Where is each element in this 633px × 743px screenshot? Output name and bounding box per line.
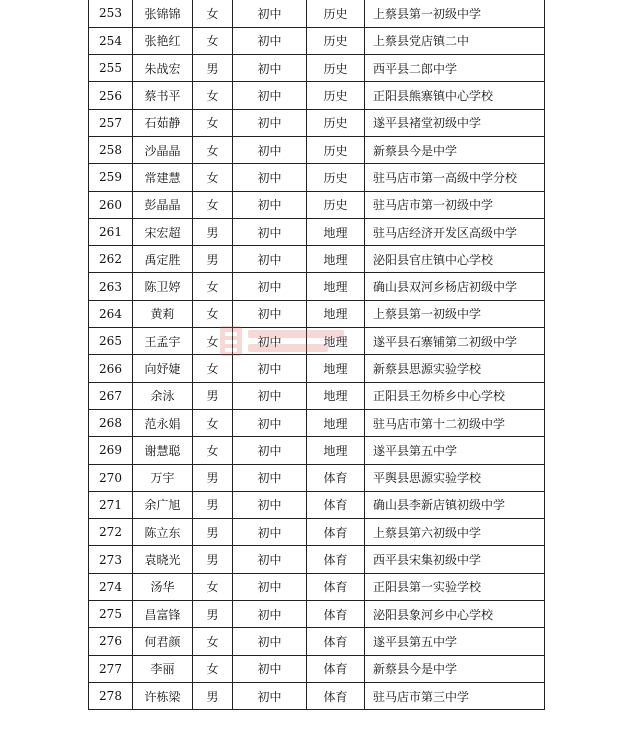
subject-cell: 体育 bbox=[307, 573, 365, 600]
level-cell: 初中 bbox=[233, 546, 307, 573]
row-number: 260 bbox=[89, 191, 133, 218]
table-row bbox=[89, 382, 545, 409]
row-number: 254 bbox=[89, 27, 133, 54]
name-cell: 余广旭 bbox=[133, 491, 193, 518]
subject-cell: 地理 bbox=[307, 300, 365, 327]
row-number: 261 bbox=[89, 218, 133, 245]
school-cell: 遂平县第五中学 bbox=[365, 437, 545, 464]
subject-cell: 地理 bbox=[307, 246, 365, 273]
subject-cell: 历史 bbox=[307, 55, 365, 82]
row-number: 278 bbox=[89, 682, 133, 709]
row-number: 267 bbox=[89, 382, 133, 409]
table-row bbox=[89, 191, 545, 218]
school-cell: 驻马店市第三中学 bbox=[365, 682, 545, 709]
roster-table bbox=[88, 0, 545, 710]
school-cell: 确山县双河乡杨店初级中学 bbox=[365, 273, 545, 300]
row-number: 273 bbox=[89, 546, 133, 573]
name-cell: 许栋梁 bbox=[133, 682, 193, 709]
gender-cell: 女 bbox=[193, 109, 233, 136]
name-cell: 万宇 bbox=[133, 464, 193, 491]
school-cell: 平舆县思源实验学校 bbox=[365, 464, 545, 491]
school-cell: 上蔡县党店镇二中 bbox=[365, 27, 545, 54]
subject-cell: 体育 bbox=[307, 655, 365, 682]
level-cell: 初中 bbox=[233, 628, 307, 655]
school-cell: 泌阳县官庄镇中心学校 bbox=[365, 246, 545, 273]
gender-cell: 女 bbox=[193, 136, 233, 163]
row-number: 274 bbox=[89, 573, 133, 600]
gender-cell: 女 bbox=[193, 573, 233, 600]
level-cell: 初中 bbox=[233, 328, 307, 355]
row-number: 263 bbox=[89, 273, 133, 300]
name-cell: 禹定胜 bbox=[133, 246, 193, 273]
row-number: 255 bbox=[89, 55, 133, 82]
school-cell: 新蔡县今是中学 bbox=[365, 136, 545, 163]
gender-cell: 女 bbox=[193, 409, 233, 436]
subject-cell: 体育 bbox=[307, 682, 365, 709]
subject-cell: 地理 bbox=[307, 328, 365, 355]
gender-cell: 男 bbox=[193, 382, 233, 409]
subject-cell: 历史 bbox=[307, 164, 365, 191]
subject-cell: 地理 bbox=[307, 382, 365, 409]
school-cell: 正阳县第一实验学校 bbox=[365, 573, 545, 600]
name-cell: 何君颜 bbox=[133, 628, 193, 655]
name-cell: 张锦锦 bbox=[133, 0, 193, 27]
school-cell: 遂平县褚堂初级中学 bbox=[365, 109, 545, 136]
table-row bbox=[89, 164, 545, 191]
row-number: 264 bbox=[89, 300, 133, 327]
level-cell: 初中 bbox=[233, 300, 307, 327]
name-cell: 昌富锋 bbox=[133, 601, 193, 628]
school-cell: 驻马店市第一高级中学分校 bbox=[365, 164, 545, 191]
table-row bbox=[89, 409, 545, 436]
school-cell: 新蔡县今是中学 bbox=[365, 655, 545, 682]
gender-cell: 女 bbox=[193, 655, 233, 682]
table-row bbox=[89, 328, 545, 355]
subject-cell: 历史 bbox=[307, 82, 365, 109]
table-row bbox=[89, 300, 545, 327]
gender-cell: 女 bbox=[193, 82, 233, 109]
school-cell: 上蔡县第一初级中学 bbox=[365, 0, 545, 27]
level-cell: 初中 bbox=[233, 0, 307, 27]
school-cell: 西平县宋集初级中学 bbox=[365, 546, 545, 573]
table-row bbox=[89, 655, 545, 682]
subject-cell: 地理 bbox=[307, 409, 365, 436]
row-number: 272 bbox=[89, 519, 133, 546]
row-number: 275 bbox=[89, 601, 133, 628]
subject-cell: 体育 bbox=[307, 519, 365, 546]
subject-cell: 地理 bbox=[307, 355, 365, 382]
gender-cell: 女 bbox=[193, 273, 233, 300]
gender-cell: 男 bbox=[193, 546, 233, 573]
gender-cell: 女 bbox=[193, 300, 233, 327]
name-cell: 陈立东 bbox=[133, 519, 193, 546]
roster-table-body bbox=[89, 0, 545, 710]
row-number: 257 bbox=[89, 109, 133, 136]
name-cell: 蔡书平 bbox=[133, 82, 193, 109]
gender-cell: 女 bbox=[193, 437, 233, 464]
gender-cell: 女 bbox=[193, 27, 233, 54]
table-row bbox=[89, 519, 545, 546]
row-number: 271 bbox=[89, 491, 133, 518]
name-cell: 沙晶晶 bbox=[133, 136, 193, 163]
level-cell: 初中 bbox=[233, 191, 307, 218]
table-row bbox=[89, 218, 545, 245]
table-row bbox=[89, 464, 545, 491]
gender-cell: 男 bbox=[193, 218, 233, 245]
gender-cell: 男 bbox=[193, 464, 233, 491]
school-cell: 确山县李新店镇初级中学 bbox=[365, 491, 545, 518]
row-number: 277 bbox=[89, 655, 133, 682]
level-cell: 初中 bbox=[233, 27, 307, 54]
table-row bbox=[89, 682, 545, 709]
level-cell: 初中 bbox=[233, 437, 307, 464]
row-number: 262 bbox=[89, 246, 133, 273]
school-cell: 泌阳县象河乡中心学校 bbox=[365, 601, 545, 628]
level-cell: 初中 bbox=[233, 573, 307, 600]
gender-cell: 男 bbox=[193, 491, 233, 518]
level-cell: 初中 bbox=[233, 382, 307, 409]
name-cell: 向妤婕 bbox=[133, 355, 193, 382]
row-number: 270 bbox=[89, 464, 133, 491]
level-cell: 初中 bbox=[233, 601, 307, 628]
table-row bbox=[89, 273, 545, 300]
level-cell: 初中 bbox=[233, 519, 307, 546]
gender-cell: 男 bbox=[193, 55, 233, 82]
name-cell: 袁晓光 bbox=[133, 546, 193, 573]
gender-cell: 男 bbox=[193, 246, 233, 273]
row-number: 253 bbox=[89, 0, 133, 27]
school-cell: 遂平县石寨铺第二初级中学 bbox=[365, 328, 545, 355]
school-cell: 正阳县熊寨镇中心学校 bbox=[365, 82, 545, 109]
subject-cell: 体育 bbox=[307, 464, 365, 491]
gender-cell: 男 bbox=[193, 601, 233, 628]
name-cell: 王孟宇 bbox=[133, 328, 193, 355]
school-cell: 西平县二郎中学 bbox=[365, 55, 545, 82]
subject-cell: 体育 bbox=[307, 601, 365, 628]
table-row bbox=[89, 355, 545, 382]
table-row bbox=[89, 246, 545, 273]
table-row bbox=[89, 601, 545, 628]
name-cell: 谢慧聪 bbox=[133, 437, 193, 464]
subject-cell: 地理 bbox=[307, 437, 365, 464]
level-cell: 初中 bbox=[233, 55, 307, 82]
subject-cell: 历史 bbox=[307, 109, 365, 136]
table-row bbox=[89, 546, 545, 573]
gender-cell: 女 bbox=[193, 355, 233, 382]
row-number: 258 bbox=[89, 136, 133, 163]
name-cell: 张艳红 bbox=[133, 27, 193, 54]
name-cell: 黄莉 bbox=[133, 300, 193, 327]
subject-cell: 历史 bbox=[307, 27, 365, 54]
gender-cell: 女 bbox=[193, 191, 233, 218]
school-cell: 驻马店市第一初级中学 bbox=[365, 191, 545, 218]
level-cell: 初中 bbox=[233, 464, 307, 491]
level-cell: 初中 bbox=[233, 355, 307, 382]
name-cell: 范永娟 bbox=[133, 409, 193, 436]
level-cell: 初中 bbox=[233, 491, 307, 518]
school-cell: 正阳县王勿桥乡中心学校 bbox=[365, 382, 545, 409]
row-number: 276 bbox=[89, 628, 133, 655]
level-cell: 初中 bbox=[233, 82, 307, 109]
name-cell: 李丽 bbox=[133, 655, 193, 682]
name-cell: 余泳 bbox=[133, 382, 193, 409]
row-number: 266 bbox=[89, 355, 133, 382]
table-row bbox=[89, 491, 545, 518]
level-cell: 初中 bbox=[233, 218, 307, 245]
name-cell: 朱战宏 bbox=[133, 55, 193, 82]
school-cell: 驻马店市第十二初级中学 bbox=[365, 409, 545, 436]
table-row bbox=[89, 109, 545, 136]
row-number: 259 bbox=[89, 164, 133, 191]
name-cell: 宋宏超 bbox=[133, 218, 193, 245]
level-cell: 初中 bbox=[233, 164, 307, 191]
name-cell: 常建慧 bbox=[133, 164, 193, 191]
subject-cell: 地理 bbox=[307, 273, 365, 300]
gender-cell: 女 bbox=[193, 0, 233, 27]
row-number: 256 bbox=[89, 82, 133, 109]
level-cell: 初中 bbox=[233, 409, 307, 436]
school-cell: 驻马店经济开发区高级中学 bbox=[365, 218, 545, 245]
school-cell: 遂平县第五中学 bbox=[365, 628, 545, 655]
gender-cell: 女 bbox=[193, 164, 233, 191]
row-number: 268 bbox=[89, 409, 133, 436]
gender-cell: 男 bbox=[193, 682, 233, 709]
subject-cell: 历史 bbox=[307, 191, 365, 218]
level-cell: 初中 bbox=[233, 246, 307, 273]
name-cell: 彭晶晶 bbox=[133, 191, 193, 218]
level-cell: 初中 bbox=[233, 109, 307, 136]
table-row bbox=[89, 27, 545, 54]
subject-cell: 体育 bbox=[307, 546, 365, 573]
row-number: 269 bbox=[89, 437, 133, 464]
table-row bbox=[89, 0, 545, 27]
name-cell: 汤华 bbox=[133, 573, 193, 600]
table-row bbox=[89, 55, 545, 82]
level-cell: 初中 bbox=[233, 655, 307, 682]
gender-cell: 女 bbox=[193, 328, 233, 355]
gender-cell: 男 bbox=[193, 519, 233, 546]
level-cell: 初中 bbox=[233, 273, 307, 300]
table-row bbox=[89, 573, 545, 600]
subject-cell: 体育 bbox=[307, 628, 365, 655]
name-cell: 陈卫婷 bbox=[133, 273, 193, 300]
subject-cell: 地理 bbox=[307, 218, 365, 245]
table-row bbox=[89, 628, 545, 655]
school-cell: 上蔡县第六初级中学 bbox=[365, 519, 545, 546]
subject-cell: 历史 bbox=[307, 0, 365, 27]
row-number: 265 bbox=[89, 328, 133, 355]
table-row bbox=[89, 136, 545, 163]
gender-cell: 女 bbox=[193, 628, 233, 655]
table-row bbox=[89, 437, 545, 464]
school-cell: 上蔡县第一初级中学 bbox=[365, 300, 545, 327]
subject-cell: 体育 bbox=[307, 491, 365, 518]
school-cell: 新蔡县思源实验学校 bbox=[365, 355, 545, 382]
subject-cell: 历史 bbox=[307, 136, 365, 163]
name-cell: 石茹静 bbox=[133, 109, 193, 136]
level-cell: 初中 bbox=[233, 136, 307, 163]
table-row bbox=[89, 82, 545, 109]
level-cell: 初中 bbox=[233, 682, 307, 709]
